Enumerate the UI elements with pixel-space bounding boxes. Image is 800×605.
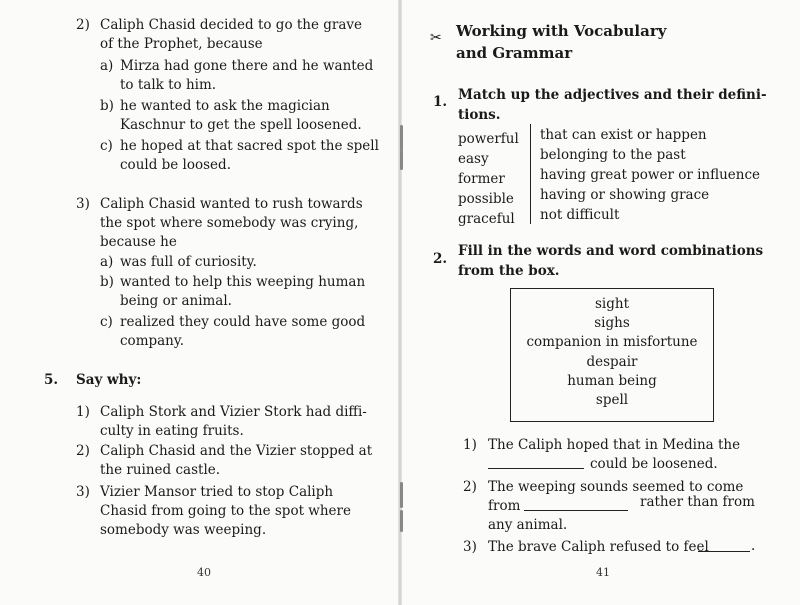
q3-text-line1: Caliph Chasid wanted to rush towards — [100, 196, 363, 212]
ex2-item2-line2-after: rather than from — [640, 494, 755, 510]
q3-option-c-letter: c) — [100, 314, 113, 330]
page-number-left: 40 — [197, 566, 211, 579]
definition: not difficult — [540, 207, 620, 223]
q2-option-b-letter: b) — [100, 98, 114, 114]
ex5-title: Say why: — [76, 372, 142, 388]
box-word: companion in misfortune — [526, 334, 698, 351]
ex2-item2-line1: The weeping sounds seemed to come — [488, 479, 744, 495]
margin-mark — [400, 510, 403, 532]
definition: belonging to the past — [540, 147, 686, 163]
ex5-number: 5. — [44, 372, 59, 388]
q3-option-b-letter: b) — [100, 274, 114, 290]
ex2-item1-number: 1) — [463, 437, 477, 453]
q3-option-b-line1: wanted to help this weeping human — [120, 274, 366, 290]
q3-option-a-letter: a) — [100, 254, 114, 270]
box-word: human being — [567, 372, 657, 389]
scissors-icon: ✂ — [430, 30, 442, 46]
ex2-item2-line2-before: from — [488, 498, 521, 514]
q2-text-line2: of the Prophet, because — [100, 36, 263, 52]
ex2-item1-line2: could be loosened. — [590, 456, 718, 472]
ex5-item2-number: 2) — [76, 443, 90, 459]
box-word: sight — [594, 296, 629, 312]
margin-mark — [400, 150, 403, 170]
q2-option-c-line2: could be loosed. — [120, 157, 231, 173]
ex2-instruction-line1: Fill in the words and word combinations — [458, 243, 764, 259]
q3-number: 3) — [76, 196, 90, 212]
q3-option-c-line1: realized they could have some good — [120, 314, 366, 330]
fill-blank[interactable] — [698, 535, 750, 552]
ex5-item1-number: 1) — [76, 404, 90, 420]
q2-option-b-line1: he wanted to ask the magician — [120, 98, 330, 114]
ex5-item3-number: 3) — [76, 484, 90, 500]
fill-blank[interactable] — [524, 494, 628, 511]
word-box — [510, 288, 714, 422]
adjective: former — [458, 171, 505, 187]
definition: having great power or influence — [540, 167, 761, 183]
adjective: powerful — [458, 131, 519, 147]
ex2-item2-number: 2) — [463, 479, 477, 495]
ex2-item3-line1-before: The brave Caliph refused to feel — [488, 539, 709, 555]
ex1-number: 1. — [433, 94, 448, 110]
ex5-item2-line1: Caliph Chasid and the Vizier stopped at — [100, 443, 373, 459]
q3-text-line3: because he — [100, 234, 177, 250]
ex2-number: 2. — [433, 251, 448, 267]
q3-option-c-line2: company. — [120, 333, 184, 349]
margin-mark — [400, 482, 403, 508]
q3-option-b-line2: being or animal. — [120, 293, 232, 309]
ex5-item1-line1: Caliph Stork and Vizier Stork had diffi- — [100, 404, 367, 420]
adjective: possible — [458, 191, 514, 207]
ex5-item1-line2: culty in eating fruits. — [100, 423, 244, 439]
box-word: sighs — [594, 315, 630, 332]
ex5-item3-line1: Vizier Mansor tried to stop Caliph — [100, 484, 334, 500]
section-title-line1: Working with Vocabulary — [456, 22, 667, 40]
q2-text-line1: Caliph Chasid decided to go the grave — [100, 17, 363, 33]
column-divider — [530, 124, 531, 224]
section-title-line2: and Grammar — [456, 44, 573, 62]
q2-option-c-line1: he hoped at that sacred spot the spell — [120, 138, 379, 154]
adjective: easy — [458, 151, 489, 167]
q2-option-a-line2: to talk to him. — [120, 77, 217, 93]
q2-option-b-line2: Kaschnur to get the spell loosened. — [120, 117, 362, 133]
definition: having or showing grace — [540, 187, 710, 203]
definition: that can exist or happen — [540, 127, 707, 143]
q3-option-a-line1: was full of curiosity. — [120, 254, 257, 270]
ex5-item3-line2: Chasid from going to the spot where — [100, 503, 351, 519]
ex1-instruction-line2: tions. — [458, 107, 501, 123]
ex2-item1-line1: The Caliph hoped that in Medina the — [488, 437, 741, 453]
ex2-item3-number: 3) — [463, 539, 477, 555]
box-word: despair — [586, 353, 638, 370]
q2-option-a-letter: a) — [100, 58, 114, 74]
ex2-item2-line3: any animal. — [488, 517, 568, 533]
box-word: spell — [595, 392, 629, 409]
q2-number: 2) — [76, 17, 90, 33]
ex5-item2-line2: the ruined castle. — [100, 462, 221, 478]
fill-blank[interactable] — [488, 452, 584, 469]
ex1-instruction-line1: Match up the adjectives and their defini- — [458, 87, 767, 103]
page-number-right: 41 — [596, 566, 610, 579]
adjective: graceful — [458, 211, 515, 227]
ex5-item3-line3: somebody was weeping. — [100, 522, 267, 538]
ex2-instruction-line2: from the box. — [458, 263, 560, 279]
margin-mark — [400, 125, 403, 151]
q2-option-a-line1: Mirza had gone there and he wanted — [120, 58, 374, 74]
ex2-item3-line1-after: . — [751, 538, 756, 554]
q3-text-line2: the spot where somebody was crying, — [100, 215, 359, 231]
q2-option-c-letter: c) — [100, 138, 113, 154]
